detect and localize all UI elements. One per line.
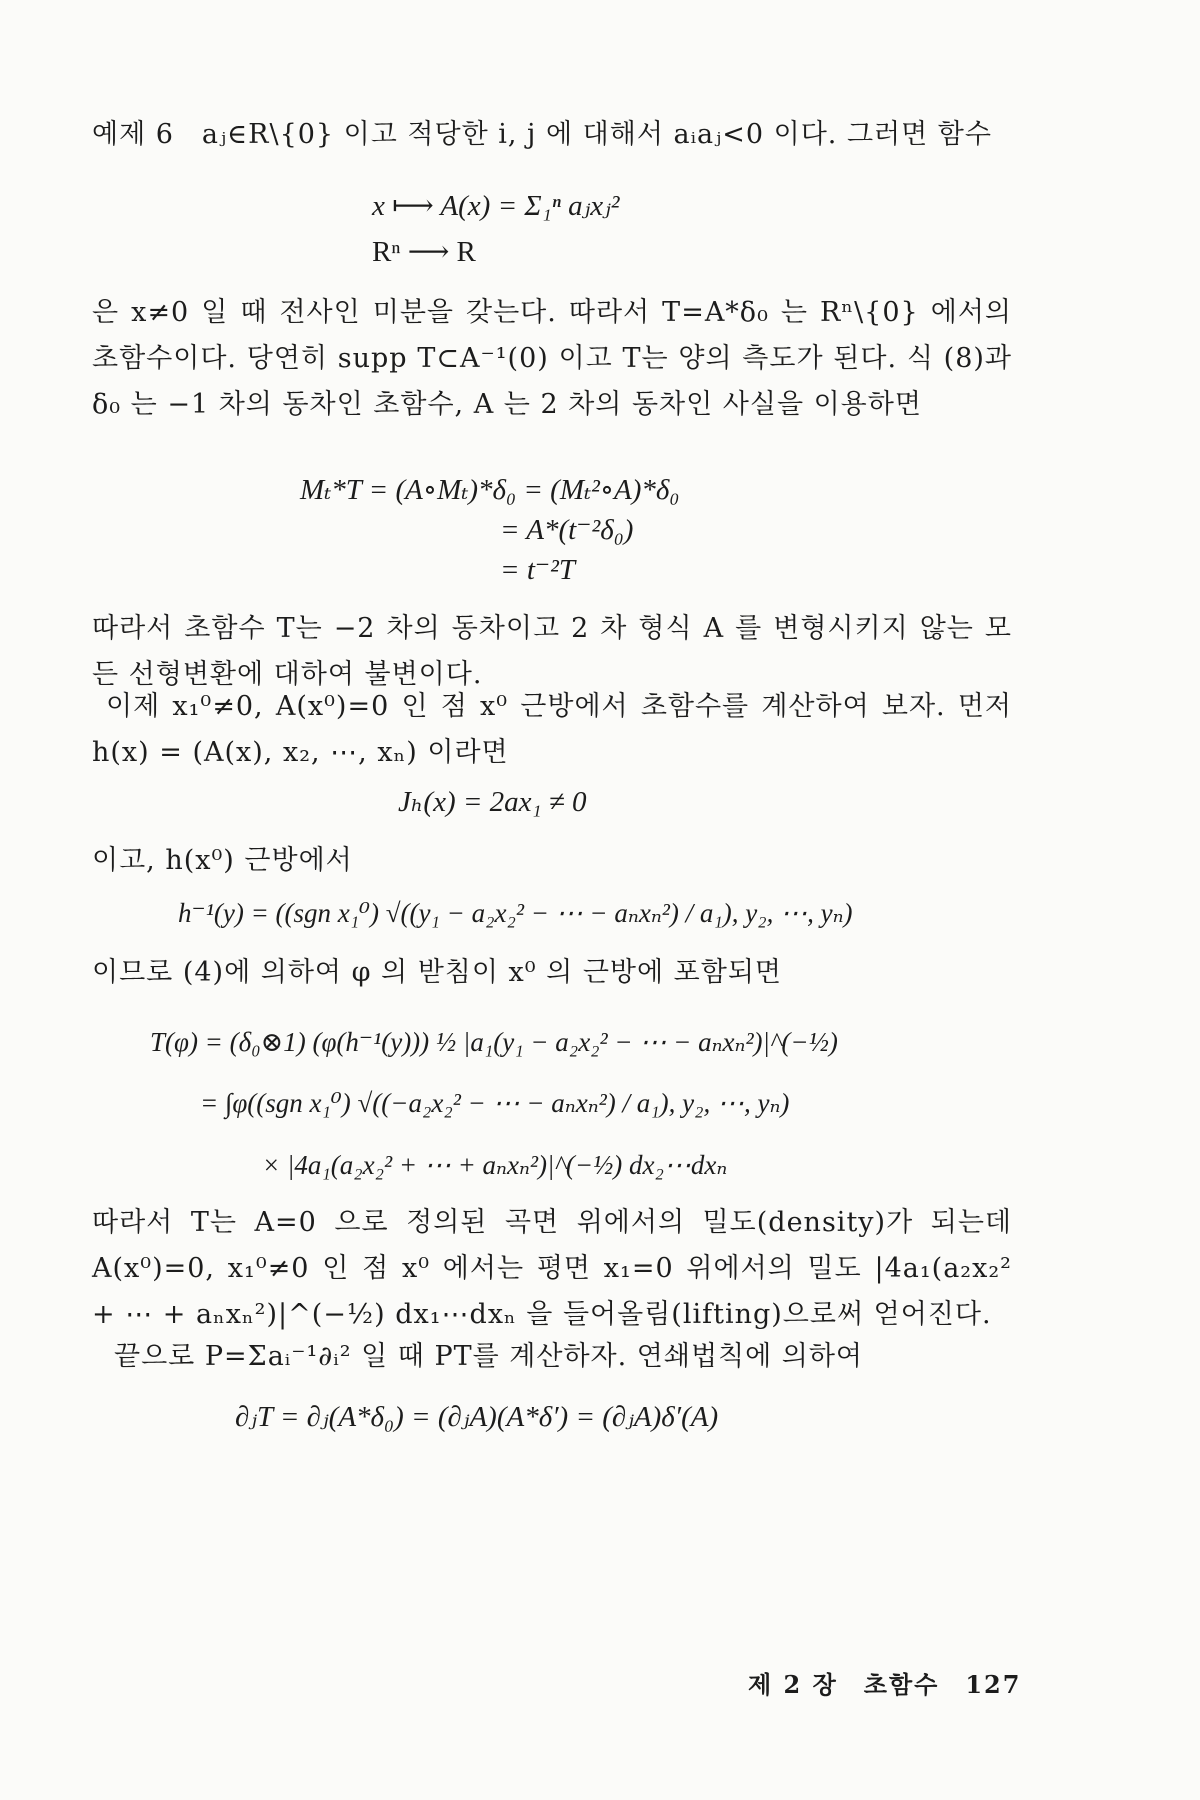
equation-4-line-1: T(φ) = (δ₀⊗1) (φ(h⁻¹(y))) ½ |a₁(y₁ − a₂x₂² − ⋯ − aₙxₙ²)|^(−½)	[150, 1027, 838, 1057]
equation-2: Jₕ(x) = 2ax₁ ≠ 0	[398, 786, 587, 818]
map-definition: x ⟼ A(x) = Σ₁ⁿ aⱼxⱼ²	[372, 190, 620, 222]
equation-1-line-2: = A*(t⁻²δ₀)	[500, 514, 634, 546]
paragraph-5: 이므로 (4)에 의하여 φ 의 받침이 x⁰ 의 근방에 포함되면	[92, 957, 783, 988]
equation-5: ∂ⱼT = ∂ⱼ(A*δ₀) = (∂ⱼA)(A*δ′) = (∂ⱼA)δ′(A)	[235, 1401, 719, 1433]
paragraph-7: 끝으로 P=Σaᵢ⁻¹∂ᵢ² 일 때 PT를 계산하자. 연쇄법칙에 의하여	[114, 1341, 864, 1372]
paragraph-3: 이제 x₁⁰≠0, A(x⁰)=0 인 점 x⁰ 근방에서 초함수를 계산하여 보자. 먼저 h(x) = (A(x), x₂, ⋯, xₙ) 이라면	[92, 691, 1012, 768]
equation-1-line-3: = t⁻²T	[500, 554, 576, 586]
paragraph-4: 이고, h(x⁰) 근방에서	[92, 845, 353, 876]
equation-3: h⁻¹(y) = ((sgn x₁⁰) √((y₁ − a₂x₂² − ⋯ − aₙxₙ²) / a₁), y₂, ⋯, yₙ)	[178, 898, 853, 928]
page-footer: 제 2 장 초함수 127	[748, 1670, 1022, 1699]
paragraph-1: 은 x≠0 일 때 전사인 미분을 갖는다. 따라서 T=A*δ₀ 는 Rⁿ\{0} 에서의 초함수이다. 당연히 supp T⊂A⁻¹(0) 이고 T는 양의 측도가 된다. 식 (8)과 δ₀ 는 −1 차의 동차인 초함수, A 는 2 차의 동차인 사실을 이용하면	[92, 297, 1012, 420]
example-intro: 예제 6 aⱼ∈R\{0} 이고 적당한 i, j 에 대해서 aᵢaⱼ<0 이다. 그러면 함수	[92, 119, 992, 150]
equation-1-line-1: Mₜ*T = (A∘Mₜ)*δ₀ = (Mₜ²∘A)*δ₀	[300, 474, 680, 506]
paragraph-6: 따라서 T는 A=0 으로 정의된 곡면 위에서의 밀도(density)가 되는데 A(x⁰)=0, x₁⁰≠0 인 점 x⁰ 에서는 평면 x₁=0 위에서의 밀도 |4a₁(a₂x₂² + ⋯ + aₙxₙ²)|^(−½) dx₁⋯dxₙ 을 들어올림(lifting)으로써 얻어진다.	[92, 1207, 1012, 1330]
equation-4-line-2: = ∫φ((sgn x₁⁰) √((−a₂x₂² − ⋯ − aₙxₙ²) / a₁), y₂, ⋯, yₙ)	[200, 1088, 790, 1118]
equation-4-line-3: × |4a₁(a₂x₂² + ⋯ + aₙxₙ²)|^(−½) dx₂⋯dxₙ	[262, 1150, 728, 1180]
paragraph-2: 따라서 초함수 T는 −2 차의 동차이고 2 차 형식 A 를 변형시키지 않는 모든 선형변환에 대하여 불변이다.	[92, 613, 1012, 690]
map-domain: Rⁿ ⟶ R	[372, 236, 476, 268]
